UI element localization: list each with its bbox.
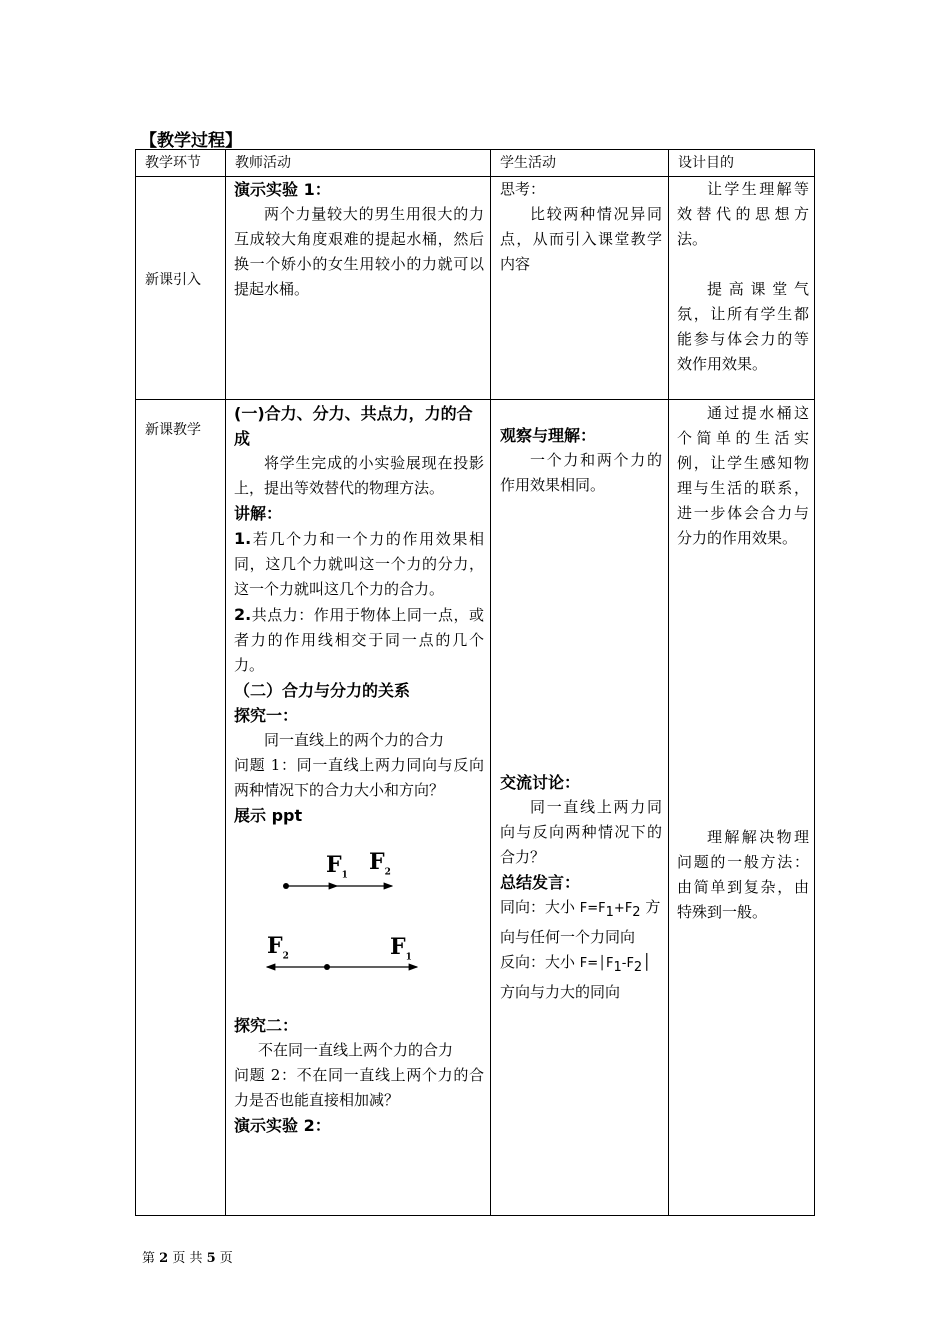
section1-title: (一)合力、分力、共点力，力的合成 <box>234 404 473 448</box>
force-diagram <box>234 828 484 1013</box>
explore1-title: 探究一： <box>234 706 299 725</box>
purpose-new-1-text: 通过提水桶这个简单的生活实例，让学生感知物理与生活的联系，进一步体会合力与分力的作用效果。 <box>677 404 809 547</box>
observe-text: 一个力和两个力的作用效果相同。 <box>500 451 662 494</box>
explore2-title: 探究二： <box>234 1016 299 1035</box>
purpose-new-2-text: 理解解决物理问题的一般方法：由简单到复杂，由特殊到一般。 <box>677 828 809 921</box>
question1-text: 问题 1：同一直线上两力同向与反向两种情况下的合力大小和方向？ <box>234 756 484 799</box>
teacher-new <box>234 401 484 1138</box>
explain-item-2: 2.共点力：作用于物体上同一点，或者力的作用线相交于同一点的几个力。 <box>234 605 484 674</box>
col-divider <box>225 150 226 1215</box>
show-ppt-title: 展示 ppt <box>234 806 303 825</box>
summary-opposite-direction: 反向：大小 $F=│F_1-F_2│$方向与力大的同向 <box>500 953 652 1001</box>
summary-same-direction: 同向：大小 $F=F_1+F_2$ 方向与任何一个力同向 <box>500 898 661 946</box>
demo1-title: 演示实验 1： <box>234 180 331 199</box>
question2-text: 问题 2：不在同一直线上两个力的合力是否也能直接相加减？ <box>234 1066 484 1109</box>
student-new-observe <box>500 423 662 498</box>
demo1-text: 两个力量较大的男生用很大的力互成较大角度艰难的提起水桶，然后换一个娇小的女生用较小的力就可以提起水桶。 <box>234 205 484 298</box>
section1-text: 将学生完成的小实验展现在投影上，提出等效替代的物理方法。 <box>234 454 484 497</box>
header-teacher: 教师活动 <box>235 155 291 171</box>
student-new-discuss <box>500 770 662 1005</box>
purpose-intro <box>677 177 809 377</box>
student-intro <box>500 177 662 277</box>
col-divider <box>490 150 491 1215</box>
stage-new: 新课教学 <box>145 422 201 438</box>
lesson-table <box>135 149 815 1216</box>
purpose-intro-1: 让学生理解等效替代的思想方法。 <box>677 180 809 248</box>
explain-item-1: 1.若几个力和一个力的作用效果相同，这几个力就叫这一个力的分力，这一个力就叫这几个力的合力。 <box>234 529 484 598</box>
purpose-intro-2: 提高课堂气氛，让所有学生都能参与体会力的等效作用效果。 <box>677 280 809 373</box>
stage-intro: 新课引入 <box>145 272 201 288</box>
explore2-text: 不在同一直线上两个力的合力 <box>258 1041 454 1059</box>
col-divider <box>668 150 669 1215</box>
page-footer: 第 2 页 共 5 页 <box>142 1251 233 1266</box>
discuss-title: 交流讨论： <box>500 773 581 792</box>
observe-title: 观察与理解： <box>500 426 597 445</box>
label-f1-top: $F_1$ <box>326 852 348 881</box>
label-f1-bottom: $F_1$ <box>390 934 412 963</box>
label-f2-top: $F_2$ <box>369 849 391 878</box>
purpose-new-2 <box>677 825 809 925</box>
explain-title: 讲解： <box>234 504 283 523</box>
row-divider <box>136 399 814 400</box>
header-purpose: 设计目的 <box>678 155 734 171</box>
demo2-title: 演示实验 2： <box>234 1116 331 1135</box>
teacher-intro <box>234 177 484 302</box>
discuss-text: 同一直线上两力同向与反向两种情况下的合力？ <box>500 798 662 866</box>
purpose-new-1 <box>677 401 809 551</box>
force-diagram-svg <box>234 828 484 1013</box>
summary-title: 总结发言： <box>500 873 581 892</box>
section2-title: （二）合力与分力的关系 <box>234 681 411 700</box>
header-stage: 教学环节 <box>145 155 201 171</box>
think-text: 比较两种情况异同点，从而引入课堂教学内容 <box>500 205 662 273</box>
think-title: 思考： <box>500 180 546 198</box>
header-student: 学生活动 <box>500 155 556 171</box>
label-f2-bottom: $F_2$ <box>267 933 289 962</box>
explore1-text: 同一直线上的两个力的合力 <box>264 731 445 749</box>
section-heading: 【教学过程】 <box>140 131 242 151</box>
